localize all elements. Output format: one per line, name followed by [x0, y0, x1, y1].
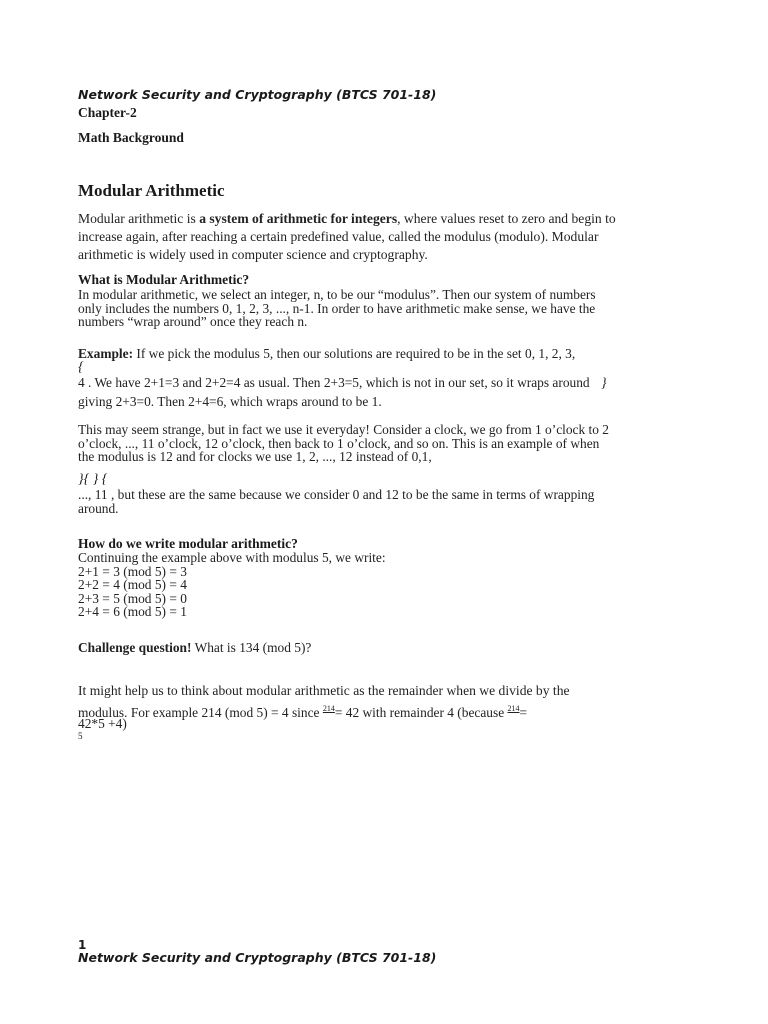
- section-label: Math Background: [78, 130, 184, 145]
- example-brace-open: {: [78, 360, 84, 375]
- challenge-text: What is 134 (mod 5)?: [191, 640, 312, 655]
- chapter-label: Chapter-2: [78, 105, 137, 120]
- fraction-denominator: 5: [78, 731, 83, 741]
- clock-line-4: ..., 11 , but these are the same because we consider 0 and 12 to be the same in terms of wrapping: [78, 487, 595, 502]
- example-line-2: [78, 376, 607, 391]
- remainder-line-1: It might help us to think about modular arithmetic as the remainder when we divide by the: [78, 683, 570, 698]
- intro-line-2: increase again, after reaching a certain predefined value, called the modulus (modulo). Modular: [78, 229, 599, 244]
- clock-line-2: o’clock, ..., 11 o’clock, 12 o’clock, then back to 1 o’clock, and so on. This is an example of when: [78, 435, 600, 451]
- remainder-line-2: [78, 702, 527, 720]
- clock-paragraph-cont: [78, 488, 594, 515]
- clock-line-1: This may seem strange, but in fact we use it everyday! Consider a clock, we go from 1 o’clock to 2: [78, 422, 610, 437]
- what-is-line-3: numbers “wrap around” once they reach n.: [78, 314, 308, 329]
- remainder-line-3: 42*5 +4): [78, 716, 127, 731]
- what-is-heading: What is Modular Arithmetic?: [78, 272, 250, 287]
- remainder-pre: modulus. For example 214 (mod 5) = 4 since: [78, 705, 323, 720]
- intro-pre: Modular arithmetic is: [78, 211, 200, 226]
- how-write-intro: Continuing the example above with modulus 5, we write:: [78, 550, 386, 565]
- clock-braces: }{ } {: [78, 472, 108, 487]
- challenge-label: Challenge question!: [78, 640, 192, 655]
- intro-line-3: arithmetic is widely used in computer science and cryptography.: [78, 247, 428, 262]
- example-text-2: 4 . We have 2+1=3 and 2+2=4 as usual. Then 2+3=5, which is not in our set, so it wraps around: [78, 375, 590, 390]
- fraction-numerator-1: 214: [322, 704, 335, 713]
- intro-paragraph: [78, 210, 616, 264]
- example-text-1: If we pick the modulus 5, then our solutions are required to be in the set 0, 1, 2, 3,: [133, 346, 576, 361]
- equation-1: 2+1 = 3 (mod 5) = 3: [78, 563, 187, 579]
- equation-3: 2+3 = 5 (mod 5) = 0: [78, 590, 187, 606]
- example-brace-close: }: [600, 376, 607, 391]
- intro-post: , where values reset to zero and begin to: [397, 211, 616, 226]
- example-label: Example:: [78, 346, 134, 361]
- intro-bold: a system of arithmetic for integers: [199, 211, 398, 226]
- example-line-3: giving 2+3=0. Then 2+4=6, which wraps around to be 1.: [78, 394, 382, 409]
- challenge-line: [78, 641, 311, 655]
- equation-4: 2+4 = 6 (mod 5) = 1: [78, 604, 187, 619]
- clock-line-5: around.: [78, 500, 119, 516]
- remainder-end: =: [519, 705, 528, 720]
- how-write-body: [78, 551, 386, 619]
- remainder-mid: = 42 with remainder 4 (because: [334, 705, 508, 720]
- equation-2: 2+2 = 4 (mod 5) = 4: [78, 577, 187, 592]
- course-header: Network Security and Cryptography (BTCS 701-18): [78, 87, 437, 102]
- page-number: 1: [78, 938, 87, 952]
- fraction-numerator-2: 214: [507, 704, 520, 713]
- what-is-body: [78, 288, 596, 329]
- page-title: Modular Arithmetic: [78, 181, 225, 200]
- what-is-line-1: In modular arithmetic, we select an integer, n, to be our “modulus”. Then our system of numbers: [78, 287, 596, 302]
- clock-line-3: the modulus is 12 and for clocks we use 1, 2, ..., 12 instead of 0,1,: [78, 449, 432, 464]
- footer-course: Network Security and Cryptography (BTCS 701-18): [78, 950, 437, 965]
- how-write-heading: How do we write modular arithmetic?: [78, 536, 298, 551]
- example-line-1: [78, 347, 575, 361]
- clock-paragraph: [78, 423, 609, 464]
- what-is-line-2: only includes the numbers 0, 1, 2, 3, ..., n-1. In order to have arithmetic make sense, we have the: [78, 300, 596, 316]
